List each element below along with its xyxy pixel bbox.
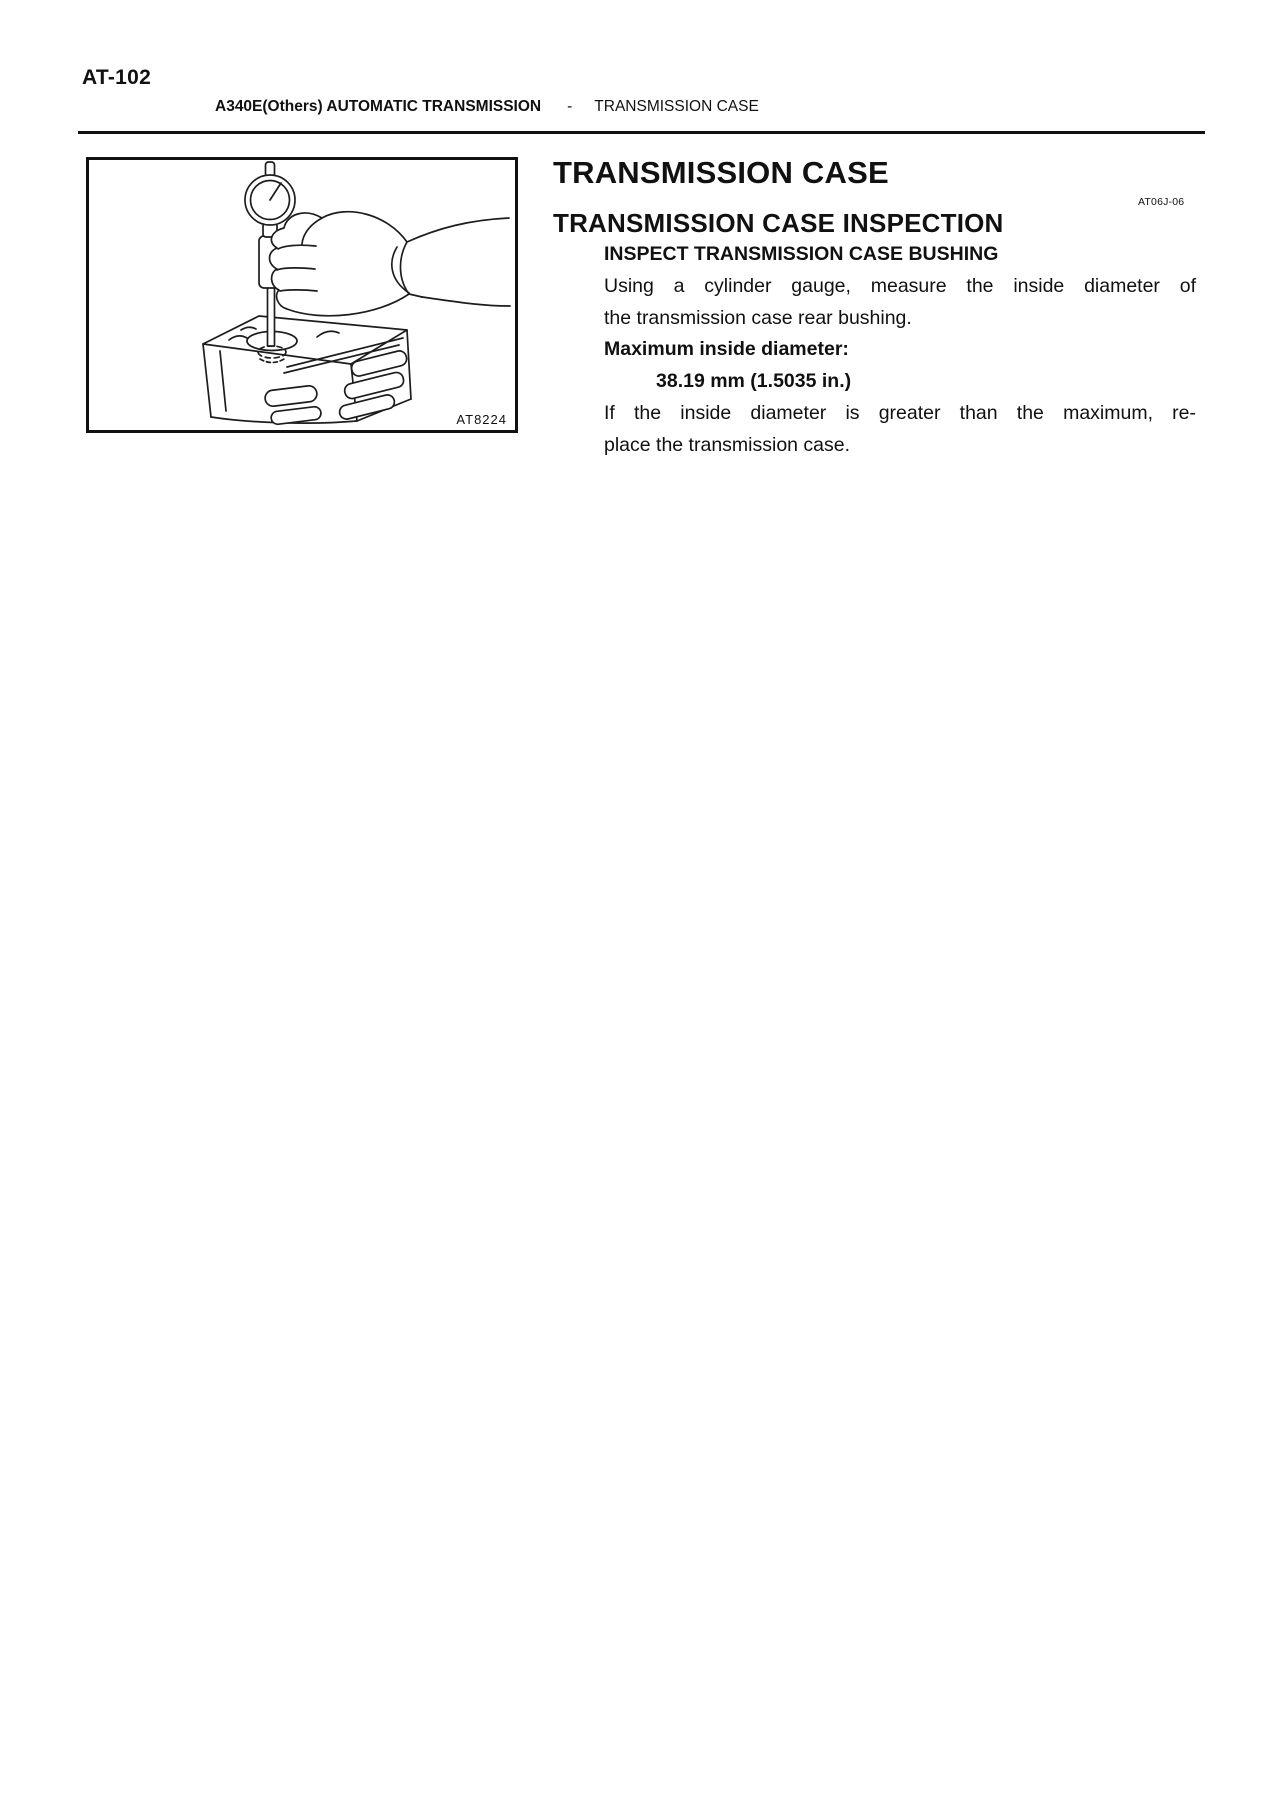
- header-chapter: TRANSMISSION CASE: [594, 98, 759, 115]
- procedure-text-line: place the transmission case.: [604, 433, 851, 456]
- section-ref-code: AT06J-06: [1138, 196, 1185, 208]
- spec-value: 38.19 mm (1.5035 in.): [656, 370, 852, 393]
- section-title: TRANSMISSION CASE: [553, 155, 889, 190]
- section-subtitle: TRANSMISSION CASE INSPECTION: [553, 208, 1004, 238]
- procedure-text-line: the transmission case rear bushing.: [604, 306, 912, 329]
- procedure-text-line: If the inside diameter is greater than the maximum, re-: [604, 401, 1196, 424]
- procedure-text-line: Using a cylinder gauge, measure the inside diameter of: [604, 274, 1196, 297]
- figure-illustration: [89, 160, 515, 430]
- running-header: [215, 98, 759, 116]
- spec-label: Maximum inside diameter:: [604, 338, 849, 361]
- figure-box: [86, 157, 518, 433]
- procedure-heading: INSPECT TRANSMISSION CASE BUSHING: [604, 243, 999, 265]
- page-number: AT-102: [82, 66, 152, 89]
- procedure-block: [604, 239, 1196, 462]
- figure-code-label: AT8224: [452, 412, 507, 427]
- header-rule: [78, 131, 1205, 134]
- header-model-section: A340E(Others) AUTOMATIC TRANSMISSION: [215, 98, 542, 115]
- header-separator: -: [567, 98, 573, 115]
